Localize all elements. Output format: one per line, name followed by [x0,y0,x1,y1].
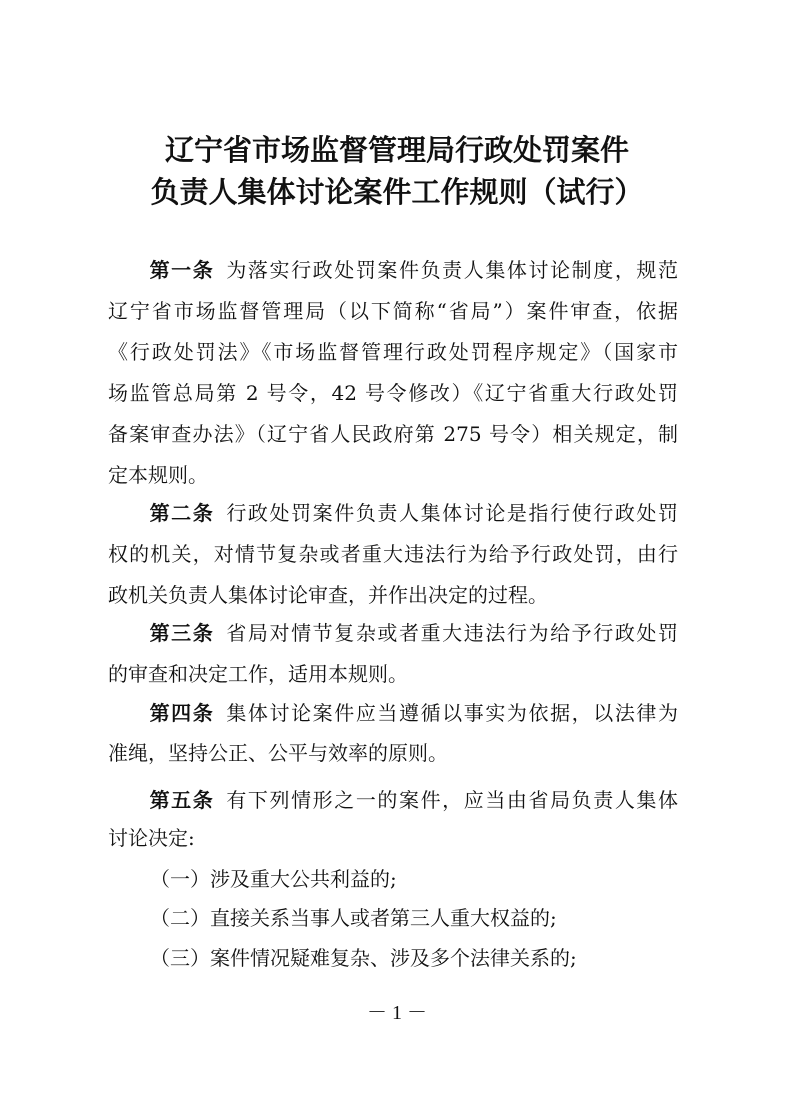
article-5-line-1 [108,785,678,815]
article-4-line-2: 准绳，坚持公正、公平与效率的原则。 [108,741,448,765]
article-5-text-1: 有下列情形之一的案件，应当由省局负责人集体 [226,788,679,812]
article-5-label: 第五条 [148,788,215,812]
article-1-text-1: 为落实行政处罚案件负责人集体讨论制度，规范 [226,258,679,282]
article-3-label: 第三条 [148,621,215,645]
article-3-line-1 [108,618,678,648]
article-5-line-2: 讨论决定: [108,826,195,850]
article-2-line-1 [108,498,678,528]
article-5-item-1: （一）涉及重大公共利益的; [150,867,397,891]
article-2-line-3: 政机关负责人集体讨论审查，并作出决定的过程。 [108,583,548,607]
article-5-item-3: （三）案件情况疑难复杂、涉及多个法律关系的; [150,946,577,970]
article-2-text-1: 行政处罚案件负责人集体讨论是指行使行政处罚 [226,501,679,525]
article-1-line-3: 《行政处罚法》《市场监督管理行政处罚程序规定》（国家市 [108,340,678,364]
article-4-text-1: 集体讨论案件应当遵循以事实为依据，以法律为 [226,701,679,725]
article-2-label: 第二条 [148,501,215,525]
article-4-label: 第四条 [148,701,215,725]
article-1-line-6: 定本规则。 [108,463,208,487]
article-1-line-5: 备案审查办法》（辽宁省人民政府第 275 号令）相关规定，制 [108,422,678,446]
document-title-line-1: 辽宁省市场监督管理局行政处罚案件 [164,133,629,167]
article-1-line-2: 辽宁省市场监督管理局（以下简称“省局”）案件审查，依据 [108,299,678,323]
article-2-line-2: 权的机关，对情节复杂或者重大违法行为给予行政处罚，由行 [108,542,678,566]
article-1-line-1 [108,255,678,285]
article-3-line-2: 的审查和决定工作，适用本规则。 [108,662,408,686]
article-1-line-4: 场监管总局第 2 号令，42 号令修改）《辽宁省重大行政处罚 [108,381,678,405]
article-3-text-1: 省局对情节复杂或者重大违法行为给予行政处罚 [226,621,679,645]
article-1-label: 第一条 [148,258,215,282]
document-title-line-2: 负责人集体讨论案件工作规则（试行） [150,175,644,209]
page-number: － 1 － [367,1002,427,1024]
article-4-line-1 [108,698,678,728]
article-5-item-2: （二）直接关系当事人或者第三人重大权益的; [150,906,557,930]
